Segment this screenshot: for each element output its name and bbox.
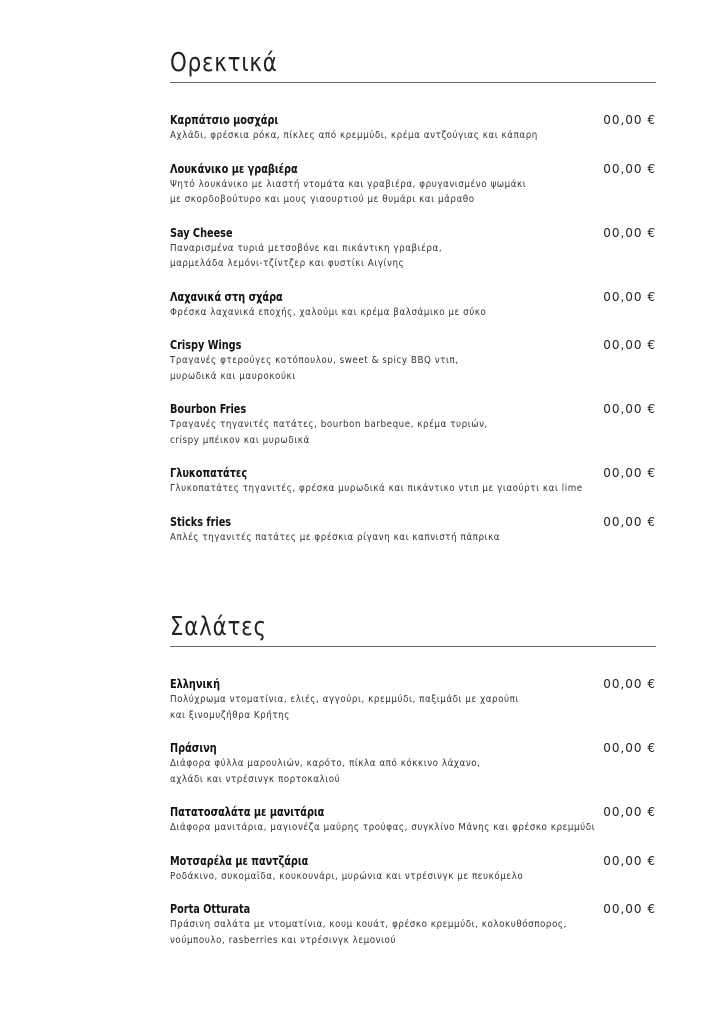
item-price: 00,00 € — [603, 289, 656, 304]
menu-item — [170, 289, 656, 321]
menu-item — [170, 514, 656, 546]
section-title: Ορεκτικά — [170, 48, 278, 78]
item-description-line: Διάφορα φύλλα μαρουλιών, καρότο, πίκλα από κόκκινο λάχανο, — [170, 758, 481, 769]
item-description-line: Παναρισμένα τυριά μετσοβόνε και πικάντικη γραβιέρα, — [170, 242, 443, 254]
item-description-line: Γλυκοπατάτες τηγανιτές, φρέσκα μυρωδικά και πικάντικο ντιπ με γιαούρτι και lime — [170, 483, 583, 494]
item-name: Μοτσαρέλα με παντζάρια — [170, 853, 309, 868]
item-description-line: Ψητό λουκάνικο με λιαστή ντομάτα και γραβιέρα, φρυγανισμένο ψωμάκι — [170, 178, 527, 190]
item-description — [170, 917, 602, 948]
item-description-line: νούμπουλο, rasberries και ντρέσινγκ λεμονιού — [170, 934, 397, 946]
item-description — [170, 869, 602, 885]
item-name: Sticks fries — [170, 514, 232, 529]
item-name: Crispy Wings — [170, 338, 242, 352]
menu-item — [170, 161, 656, 208]
item-description-line: Τραγανές τηγανιτές πατάτες, bourbon barbeque, κρέμα τυριών, — [170, 419, 488, 430]
item-description-line: Φρέσκα λαχανικά εποχής, χαλούμι και κρέμα βαλσάμικο με σύκο — [170, 306, 487, 318]
menu-item — [170, 676, 656, 723]
item-name: Porta Otturata — [170, 902, 251, 916]
item-name: Γλυκοπατάτες — [170, 466, 248, 480]
menu-item — [170, 465, 656, 497]
item-description-line: Διάφορα μανιτάρια, μαγιονέζα μαύρης τρούφας, συγκλίνο Μάνης και φρέσκο κρεμμύδι — [170, 822, 596, 833]
item-price: 00,00 € — [603, 113, 656, 127]
salads-section — [170, 612, 656, 948]
appetizers-section — [170, 48, 656, 545]
item-name: Πατατοσαλάτα με μανιτάρια — [170, 805, 325, 819]
menu-item — [170, 225, 656, 272]
section-divider — [170, 82, 656, 83]
item-name: Πράσινη — [170, 741, 217, 755]
item-price: 00,00 € — [603, 805, 656, 819]
item-price: 00,00 € — [603, 466, 656, 480]
menu-item — [170, 853, 656, 885]
section-title: Σαλάτες — [170, 612, 267, 642]
menu-item — [170, 112, 656, 144]
item-description — [170, 177, 602, 208]
item-description — [170, 417, 602, 448]
menu-item — [170, 740, 656, 787]
item-price: 00,00 € — [603, 225, 656, 240]
item-description-line: με σκορδοβούτυρο και μους γιαουρτιού με θυμάρι και μάραθο — [170, 194, 475, 205]
item-price: 00,00 € — [603, 853, 656, 868]
item-description — [170, 241, 602, 272]
section-divider — [170, 646, 656, 647]
item-name: Καρπάτσιο μοσχάρι — [170, 113, 279, 127]
item-description-line: μυρωδικά και μαυροκούκι — [170, 370, 296, 382]
item-description — [170, 481, 602, 497]
item-description — [170, 692, 602, 723]
item-description-line: Ροδάκινο, συκομαϊδα, κουκουνάρι, μυρώνια και ντρέσινγκ με πευκόμελο — [170, 870, 524, 882]
menu-item — [170, 401, 656, 448]
item-price: 00,00 € — [603, 402, 656, 416]
item-description — [170, 353, 602, 384]
item-description — [170, 128, 602, 144]
menu-items-list — [170, 112, 656, 545]
item-description-line: μαρμελάδα λεμόνι-τζίντζερ και φυστίκι Αιγίνης — [170, 258, 405, 269]
item-description-line: Τραγανές φτερούγες κοτόπουλου, sweet & spicy BBQ ντιπ, — [170, 355, 459, 366]
item-name: Λαχανικά στη σχάρα — [170, 289, 283, 304]
item-description-line: Αχλάδι, φρέσκια ρόκα, πίκλες από κρεμμύδι, κρέμα αντζούγιας και κάπαρη — [170, 130, 538, 141]
item-description-line: Πράσινη σαλάτα με ντοματίνια, κουμ κουάτ, φρέσκο κρεμμύδι, κολοκυθόσπορος, — [170, 919, 567, 930]
item-name: Say Cheese — [170, 225, 233, 240]
item-price: 00,00 € — [603, 338, 656, 352]
menu-item — [170, 804, 656, 836]
menu-items-list — [170, 676, 656, 948]
item-price: 00,00 € — [603, 677, 656, 691]
item-description — [170, 820, 602, 836]
item-price: 00,00 € — [603, 161, 656, 176]
item-description-line: crispy μπέικον και μυρωδικά — [170, 434, 310, 446]
item-description — [170, 756, 602, 787]
item-description-line: και ξινομυζήθρα Κρήτης — [170, 709, 290, 721]
item-description-line: αχλάδι και ντρέσινγκ πορτοκαλιού — [170, 773, 341, 785]
item-description — [170, 530, 602, 546]
item-price: 00,00 € — [603, 514, 656, 529]
item-price: 00,00 € — [603, 902, 656, 916]
menu-item — [170, 901, 656, 948]
item-description — [170, 305, 602, 321]
item-name: Ελληνική — [170, 677, 221, 691]
item-description-line: Απλές τηγανιτές πατάτες με φρέσκια ρίγανη και καπνιστή πάπρικα — [170, 531, 501, 543]
item-description-line: Πολύχρωμα ντοματίνια, ελιές, αγγούρι, κρεμμύδι, παξιμάδι με χαρούπι — [170, 694, 519, 705]
item-price: 00,00 € — [603, 741, 656, 755]
menu-item — [170, 337, 656, 384]
item-name: Bourbon Fries — [170, 402, 247, 416]
item-name: Λουκάνικο με γραβιέρα — [170, 161, 298, 176]
